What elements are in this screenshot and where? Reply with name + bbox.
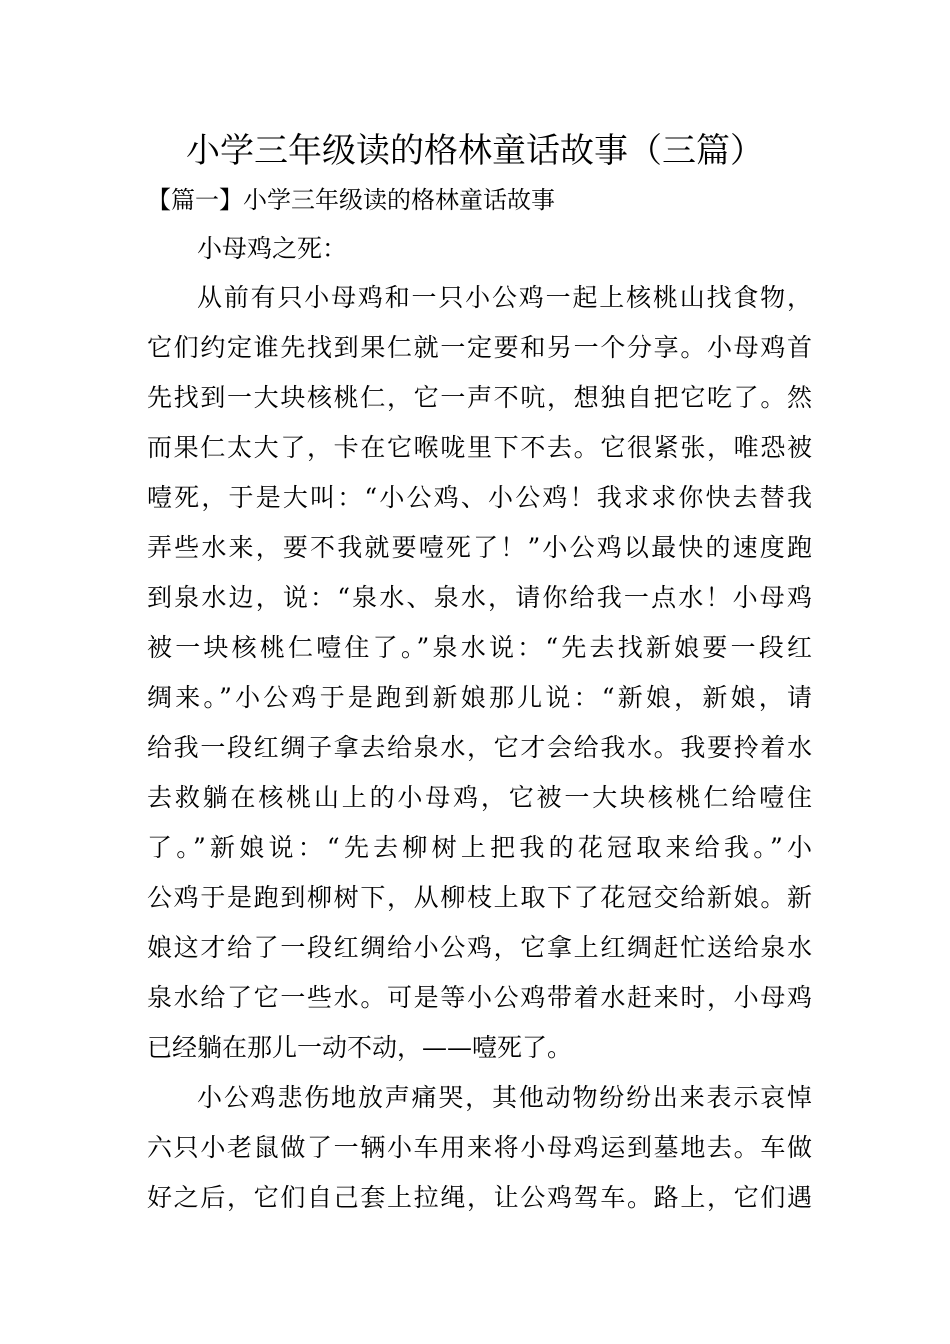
paragraph-line: 被一块核桃仁噎住了。”泉水说：“先去找新娘要一段红: [147, 633, 812, 662]
section-heading: 【篇一】小学三年级读的格林童话故事: [147, 186, 555, 214]
paragraph-line: 已经躺在那儿一动不动，——噎死了。: [147, 1033, 573, 1062]
paragraph-line: 而果仁太大了，卡在它喉咙里下不去。它很紧张，唯恐被: [147, 433, 812, 462]
paragraph-line: 去救躺在核桃山上的小母鸡，它被一大块核桃仁给噎住: [147, 783, 812, 812]
paragraph-line: 了。”新娘说：“先去柳树上把我的花冠取来给我。”小: [147, 833, 812, 862]
paragraph-line: 噎死，于是大叫：“小公鸡、小公鸡！我求求你快去替我: [147, 483, 812, 512]
document-title: 小学三年级读的格林童话故事（三篇）: [186, 131, 764, 171]
paragraph-line: 给我一段红绸子拿去给泉水，它才会给我水。我要拎着水: [147, 733, 812, 762]
story-title: 小母鸡之死：: [197, 234, 348, 263]
paragraph-line: 到泉水边，说：“泉水、泉水，请你给我一点水！小母鸡: [147, 583, 812, 612]
paragraph-line: 泉水给了它一些水。可是等小公鸡带着水赶来时，小母鸡: [147, 983, 812, 1012]
paragraph-line: 弄些水来，要不我就要噎死了！”小公鸡以最快的速度跑: [147, 533, 812, 562]
paragraph-line: 它们约定谁先找到果仁就一定要和另一个分享。小母鸡首: [147, 333, 812, 362]
paragraph-line: 好之后，它们自己套上拉绳，让公鸡驾车。路上，它们遇: [147, 1183, 812, 1212]
paragraph-line: 六只小老鼠做了一辆小车用来将小母鸡运到墓地去。车做: [147, 1133, 812, 1162]
paragraph-line: 娘这才给了一段红绸给小公鸡，它拿上红绸赶忙送给泉水: [147, 933, 812, 962]
paragraph-line: 先找到一大块核桃仁，它一声不吭，想独自把它吃了。然: [147, 383, 812, 412]
paragraph-line: 公鸡于是跑到柳树下，从柳枝上取下了花冠交给新娘。新: [147, 883, 812, 912]
paragraph-line: 小公鸡悲伤地放声痛哭，其他动物纷纷出来表示哀悼: [197, 1083, 812, 1112]
paragraph-line: 从前有只小母鸡和一只小公鸡一起上核桃山找食物，: [197, 283, 812, 312]
paragraph-line: 绸来。”小公鸡于是跑到新娘那儿说：“新娘，新娘，请: [147, 683, 812, 712]
